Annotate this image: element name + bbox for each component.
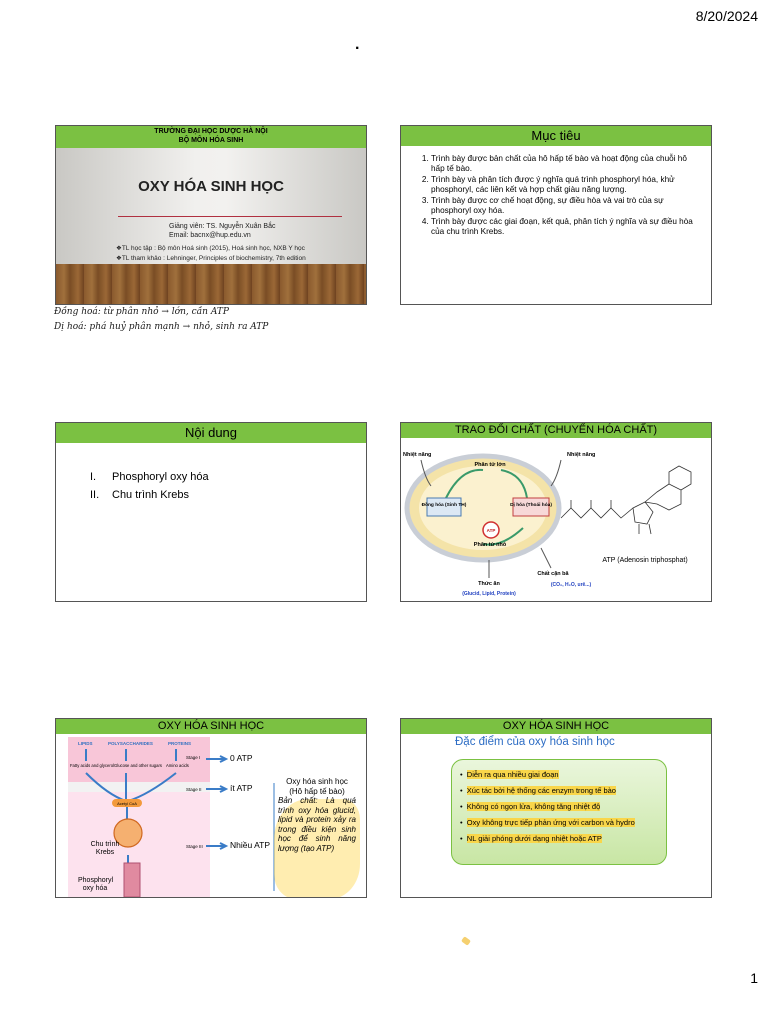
slide-biological-oxidation [55, 718, 367, 898]
label-atp: ATP [486, 528, 496, 533]
phosphoryl-label: Phosphoryl oxy hóa [78, 877, 114, 892]
feature-bullet: • Diễn ra qua nhiều giai đoạn [460, 770, 559, 779]
label-anabolism: Đồng hóa (Sinh TH) [421, 503, 467, 508]
slide-contents [55, 422, 367, 602]
slide-title [55, 125, 367, 305]
waste-arrow [541, 548, 551, 568]
ox-subtitle: (Hô hấp tế bào) [289, 786, 345, 796]
objective-item: 1. Trình bày được bản chất của hô hấp tế bào và hoạt động của chuỗi hô hấp tế bào. [431, 154, 701, 173]
slide-title-bar: TRAO ĐỔI CHẤT (CHUYỂN HÓA CHẤT) [401, 423, 711, 438]
objective-item: 3. Trình bày được cơ chế hoạt động, sự điều hòa và vai trò của sự phosphoryl oxy hóa. [431, 196, 701, 215]
contents-num: II. [90, 489, 100, 501]
objective-item: 4. Trình bày được các giai đoạn, kết quả, phân tích ý nghĩa và sự điều hòa của chu trình Krebs. [431, 217, 701, 236]
contents-text: Chu trình Krebs [112, 489, 190, 501]
feature-bullet: • Không có ngọn lửa, không tăng nhiệt độ [460, 802, 601, 811]
stage2-label: Stage II [186, 787, 202, 792]
reference-study: ❖TL học tập : Bộ môn Hoá sinh (2015), Hoá sinh học, NXB Y học [116, 245, 305, 252]
feature-text: Diễn ra qua nhiều giai đoạn [466, 770, 559, 779]
label-heat-right: Nhiệt năng [567, 452, 596, 458]
print-date: 8/20/2024 [695, 8, 758, 24]
label-heat-left: Nhiệt năng [403, 452, 432, 458]
ox-title: Oxy hóa sinh học [286, 777, 348, 786]
fig-label-proteins: PROTEINS [168, 741, 192, 746]
feature-text: Oxy không trực tiếp phản ứng với carbon và hydro [466, 818, 635, 827]
arrow-stage3 [206, 843, 226, 849]
stage3-label: Stage III [186, 844, 203, 849]
arrow-stage2 [206, 786, 226, 792]
feature-bullet: • Xúc tác bởi hệ thống các enzym trong tế bào [460, 786, 616, 795]
university-name: TRƯỜNG ĐẠI HỌC DƯỢC HÀ NỘI [154, 128, 268, 135]
title-panel [56, 148, 366, 266]
atp-few: ít ATP [230, 783, 253, 793]
contents-num: I. [90, 471, 97, 483]
title-rule [118, 216, 342, 217]
label-large-molecule: Phân tử lớn [474, 462, 506, 468]
lecturer-info [169, 222, 276, 240]
department-name: BỘ MÔN HÓA SINH [178, 137, 244, 144]
label-small-molecule: Phân tử nhỏ [473, 542, 507, 548]
reference-extra: ❖TL tham khảo : Lehninger, Principles of biochemistry, 7th edition [116, 255, 306, 262]
feature-bullet: • NL giải phóng dưới dạng nhiệt hoặc ATP [460, 834, 602, 843]
contents-item [90, 489, 189, 501]
fig-label-fatty: Fatty acids and glycerol [70, 763, 114, 768]
stray-highlight-mark [461, 936, 471, 946]
atp-many: Nhiều ATP [230, 840, 271, 850]
objectives-list [431, 154, 701, 236]
arrow-stage1 [206, 756, 226, 762]
atp-structure [561, 466, 691, 534]
feature-bullet: • Oxy không trực tiếp phản ứng với carbon và hydro [460, 818, 635, 827]
slide-title-bar: Mục tiêu [401, 126, 711, 146]
atp-zero: 0 ATP [230, 753, 253, 763]
stage1-label: Stage I [186, 755, 201, 760]
features-subtitle: Đặc điểm của oxy hóa sinh học [455, 736, 615, 748]
metabolism-diagram [401, 438, 712, 602]
stray-dot: . [355, 36, 360, 53]
slide-header-band [56, 126, 366, 148]
objective-item: 2. Trình bày và phân tích được ý nghĩa quá trình phosphoryl hóa, khử phosphoryl, các liên kết và hợp chất giàu năng lượng. [431, 175, 701, 194]
page-number: 1 [750, 970, 758, 986]
fig-label-polysaccharides: POLYSACCHARIDES [108, 741, 153, 746]
feature-text: Xúc tác bởi hệ thống các enzym trong tế bào [466, 786, 616, 795]
fig-label-acetyl: Acetyl CoA [117, 801, 137, 806]
feature-text: NL giải phóng dưới dạng nhiệt hoặc ATP [466, 834, 602, 843]
lecturer-email: Email: bacnx@hup.edu.vn [169, 232, 251, 239]
slide-objectives [400, 125, 712, 305]
feature-text: Không có ngọn lửa, không tăng nhiệt độ [466, 802, 601, 811]
label-atp-name: ATP (Adenosin triphosphat) [602, 557, 688, 564]
lecturer-name: Giảng viên: TS. Nguyễn Xuân Bắc [169, 223, 276, 230]
fig-label-amino: Amino acids [166, 763, 189, 768]
label-waste-sub: (CO₂, H₂O, urê...) [550, 582, 592, 588]
slide-title-bar: Nội dung [56, 423, 366, 443]
label-food-sub: (Glucid, Lipid, Protein) [462, 591, 516, 597]
krebs-label: Chu trình Krebs [90, 841, 120, 856]
fig-label-glucose: Glucose and other sugars [114, 763, 162, 768]
ox-body: Bản chất: Là quá trình oxy hóa glucid, lipid và protein xảy ra trong điều kiện sinh học để sinh năng lượng (tạo ATP) [278, 796, 356, 853]
slide-metabolism [400, 422, 712, 602]
oxidation-definition [278, 777, 356, 853]
features-box [451, 759, 667, 865]
label-food: Thức ăn [478, 581, 500, 587]
handwritten-note-1: Đồng hoá: từ phân nhỏ → lớn, cần ATP [54, 307, 229, 317]
label-catabolism: Dị hóa (Thoái hóa) [510, 503, 552, 508]
contents-item [90, 471, 209, 483]
fig-label-lipids: LIPIDS [78, 741, 93, 746]
heat-arrow-right [551, 460, 561, 486]
label-waste: Chất cặn bã [537, 571, 569, 577]
contents-text: Phosphoryl oxy hóa [112, 471, 209, 483]
slide-title-bar: OXY HÓA SINH HỌC [56, 719, 366, 734]
slide-oxidation-features [400, 718, 712, 898]
slide-main-title: OXY HÓA SINH HỌC [138, 178, 284, 195]
wood-floor-image [56, 264, 366, 304]
slide-title-bar: OXY HÓA SINH HỌC [401, 719, 711, 734]
handwritten-note-2: Dị hoá: phá huỷ phân mạnh → nhỏ, sinh ra ATP [54, 322, 269, 332]
